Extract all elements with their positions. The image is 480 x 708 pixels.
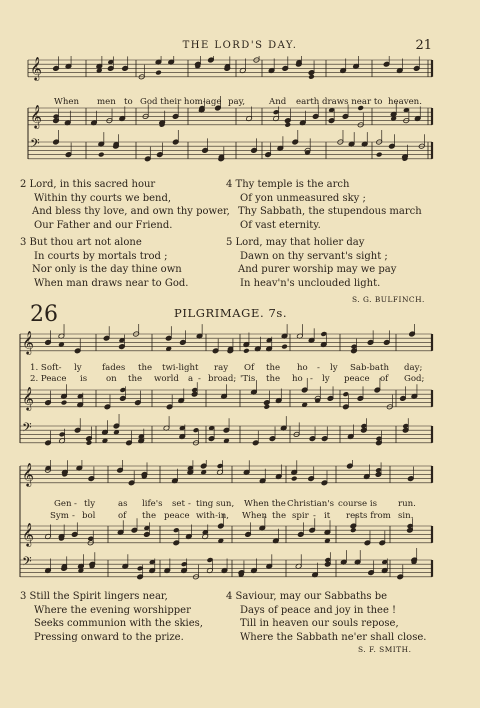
lyric-syllable: ly [330, 363, 338, 373]
lyric-syllable: Of [244, 363, 255, 373]
treble-clef-icon: 𝄞 [22, 330, 34, 354]
hymn2-attribution: S. F. SMITH. [358, 645, 412, 654]
lyric-syllable: the [142, 511, 157, 521]
hymn2-lyric-line-2 [0, 374, 480, 386]
verse-2 [20, 178, 230, 232]
lyric-syllable: - [198, 374, 201, 384]
verse-line: 2 Lord, in this sacred hour [20, 179, 156, 190]
verse-line: Our Father and our Friend. [34, 219, 173, 231]
verse-line: 3 But thou art not alone [20, 237, 142, 248]
lyric-syllable: course is [338, 499, 378, 509]
lyric-syllable: God their hom-age [140, 97, 222, 107]
verse-line: Till in heaven our souls repose, [240, 618, 399, 629]
lyric-syllable: it [324, 511, 331, 521]
hymn-number: 26 [30, 302, 58, 327]
note-head [155, 70, 162, 76]
verse-5 [226, 236, 396, 290]
lyric-syllable: day; [404, 363, 423, 373]
note-head [98, 152, 105, 158]
lyric-syllable: fades [102, 363, 126, 373]
verse-line: 4 Thy temple is the arch [226, 179, 350, 190]
verse-line: Pressing onward to the prize. [34, 631, 184, 643]
verse-line: In heav'n's unclouded light. [240, 277, 381, 289]
lyric-syllable: When the [244, 499, 286, 509]
lyric-syllable: the [272, 511, 287, 521]
verse-line: When man draws near to God. [34, 277, 189, 289]
page-header [0, 38, 480, 54]
note-head [61, 400, 68, 406]
lyric-syllable: world [154, 374, 179, 384]
lyric-syllable: - [310, 374, 313, 384]
note-head [291, 476, 298, 482]
lyric-syllable: - [72, 511, 75, 521]
verse-line: Where the evening worshipper [34, 604, 191, 616]
lyric-syllable: run. [398, 499, 416, 509]
lyric-syllable: the [266, 374, 281, 384]
lyric-syllable: And [269, 97, 287, 107]
lyric-syllable: ly [74, 363, 82, 373]
hymn1-score [0, 56, 480, 168]
lyric-syllable: life's [142, 499, 163, 509]
verse-line: Dawn on thy servant's sight ; [240, 250, 388, 262]
hymn-title: PILGRIMAGE. 7s. [174, 306, 288, 320]
hymn1-attribution: S. G. BULFINCH. [352, 295, 425, 304]
verse-line: Nor only is the day thine own [32, 264, 182, 275]
verse-line: And bless thy love, and own thy power, [32, 206, 230, 217]
hymn2-verse-3 [20, 590, 203, 644]
hymn2-score-system2 [0, 460, 480, 586]
lyric-syllable: the [128, 374, 143, 384]
hymn2-lyric-line-4 [0, 511, 480, 523]
lyric-syllable: broad; [208, 374, 237, 384]
verse-line: 3 Still the Spirit lingers near, [20, 591, 168, 602]
treble-clef-icon: 𝄞 [22, 522, 34, 546]
bass-clef-icon: 𝄢 [30, 136, 40, 154]
bass-clef-icon: 𝄢 [22, 554, 32, 572]
verse-line: 5 Lord, may that holier day [226, 237, 365, 248]
bass-clef-icon: 𝄢 [22, 420, 32, 438]
lyric-syllable: sin. [398, 511, 414, 521]
lyric-syllable: the [138, 363, 153, 373]
lyric-syllable: ly [322, 374, 330, 384]
lyric-syllable: with-in, [196, 511, 230, 521]
lyric-syllable: the [266, 363, 281, 373]
lyric-syllable: Sym [50, 511, 69, 521]
lyric-syllable: When [242, 511, 267, 521]
verse-line: 4 Saviour, may our Sabbaths be [226, 591, 388, 602]
lyric-syllable: of [380, 374, 389, 384]
treble-clef-icon: 𝄞 [30, 56, 42, 80]
verse-line: Of yon unmeasured sky ; [240, 192, 366, 204]
lyric-syllable: heaven. [388, 97, 422, 107]
treble-clef-icon: 𝄞 [22, 462, 34, 486]
verse-line: And purer worship may we pay [238, 264, 397, 275]
treble-clef-icon: 𝄞 [22, 386, 34, 410]
lyric-syllable: - [74, 499, 77, 509]
lyric-syllable: on [106, 374, 117, 384]
lyric-syllable: Christian's [287, 499, 335, 509]
lyric-syllable: Gen [54, 499, 72, 509]
verse-line: Seeks communion with the skies, [34, 618, 203, 629]
running-head: THE LORD'S DAY. [182, 40, 298, 51]
lyric-syllable: a [188, 374, 194, 384]
lyric-syllable: twi-light [162, 363, 199, 373]
lyric-syllable: peace [164, 511, 190, 521]
hymn2-lyric-line-3 [0, 499, 480, 511]
verse-3 [20, 236, 188, 290]
lyric-syllable: When [54, 97, 79, 107]
verse-line: Of vast eternity. [240, 219, 321, 231]
hymn2-verse-4 [226, 590, 426, 644]
lyric-syllable: peace [344, 374, 370, 384]
note-head [243, 348, 250, 354]
lyric-syllable: pay, [228, 97, 246, 107]
verse-line: Thy Sabbath, the stupendous march [238, 206, 422, 217]
lyric-syllable: rests from [346, 511, 391, 521]
hymn1-lyric-line [0, 97, 480, 109]
lyric-syllable: ting sun, [196, 499, 235, 509]
lyric-syllable: Sab-bath [350, 363, 390, 373]
hymn2-score-system1 [0, 324, 480, 458]
verse-line: Within thy courts we bend, [34, 192, 172, 204]
verse-line: Where the Sabbath ne'er shall close. [240, 631, 427, 643]
lyric-syllable: bol [82, 511, 96, 521]
lyric-syllable: - [313, 511, 316, 521]
lyric-syllable: God; [404, 374, 425, 384]
lyric-syllable: 1. Soft- [30, 363, 62, 373]
lyric-syllable: set [172, 499, 185, 509]
lyric-syllable: 2. Peace [30, 374, 67, 384]
verse-line: Days of peace and joy in thee ! [240, 604, 397, 616]
lyric-syllable: tly [84, 499, 96, 509]
lyric-syllable: 'Tis [240, 374, 256, 384]
lyric-syllable: - [317, 363, 320, 373]
treble-clef-icon: 𝄞 [30, 104, 42, 128]
lyric-syllable: is [80, 374, 88, 384]
lyric-syllable: ho [292, 374, 303, 384]
lyric-syllable: men [97, 97, 116, 107]
note-head [281, 344, 288, 350]
note-head [376, 152, 383, 158]
lyric-syllable: spir [292, 511, 309, 521]
lyric-syllable: - [188, 499, 191, 509]
page-number: 21 [415, 38, 432, 53]
verse-4 [226, 178, 422, 232]
lyric-syllable: of [118, 511, 127, 521]
lyric-syllable: ray [214, 363, 229, 373]
verse-line: In courts by mortals trod ; [34, 250, 168, 262]
lyric-syllable: ho [297, 363, 308, 373]
lyric-syllable: earth draws near to [296, 97, 383, 107]
lyric-syllable: as [118, 499, 128, 509]
lyric-syllable: to [124, 97, 133, 107]
